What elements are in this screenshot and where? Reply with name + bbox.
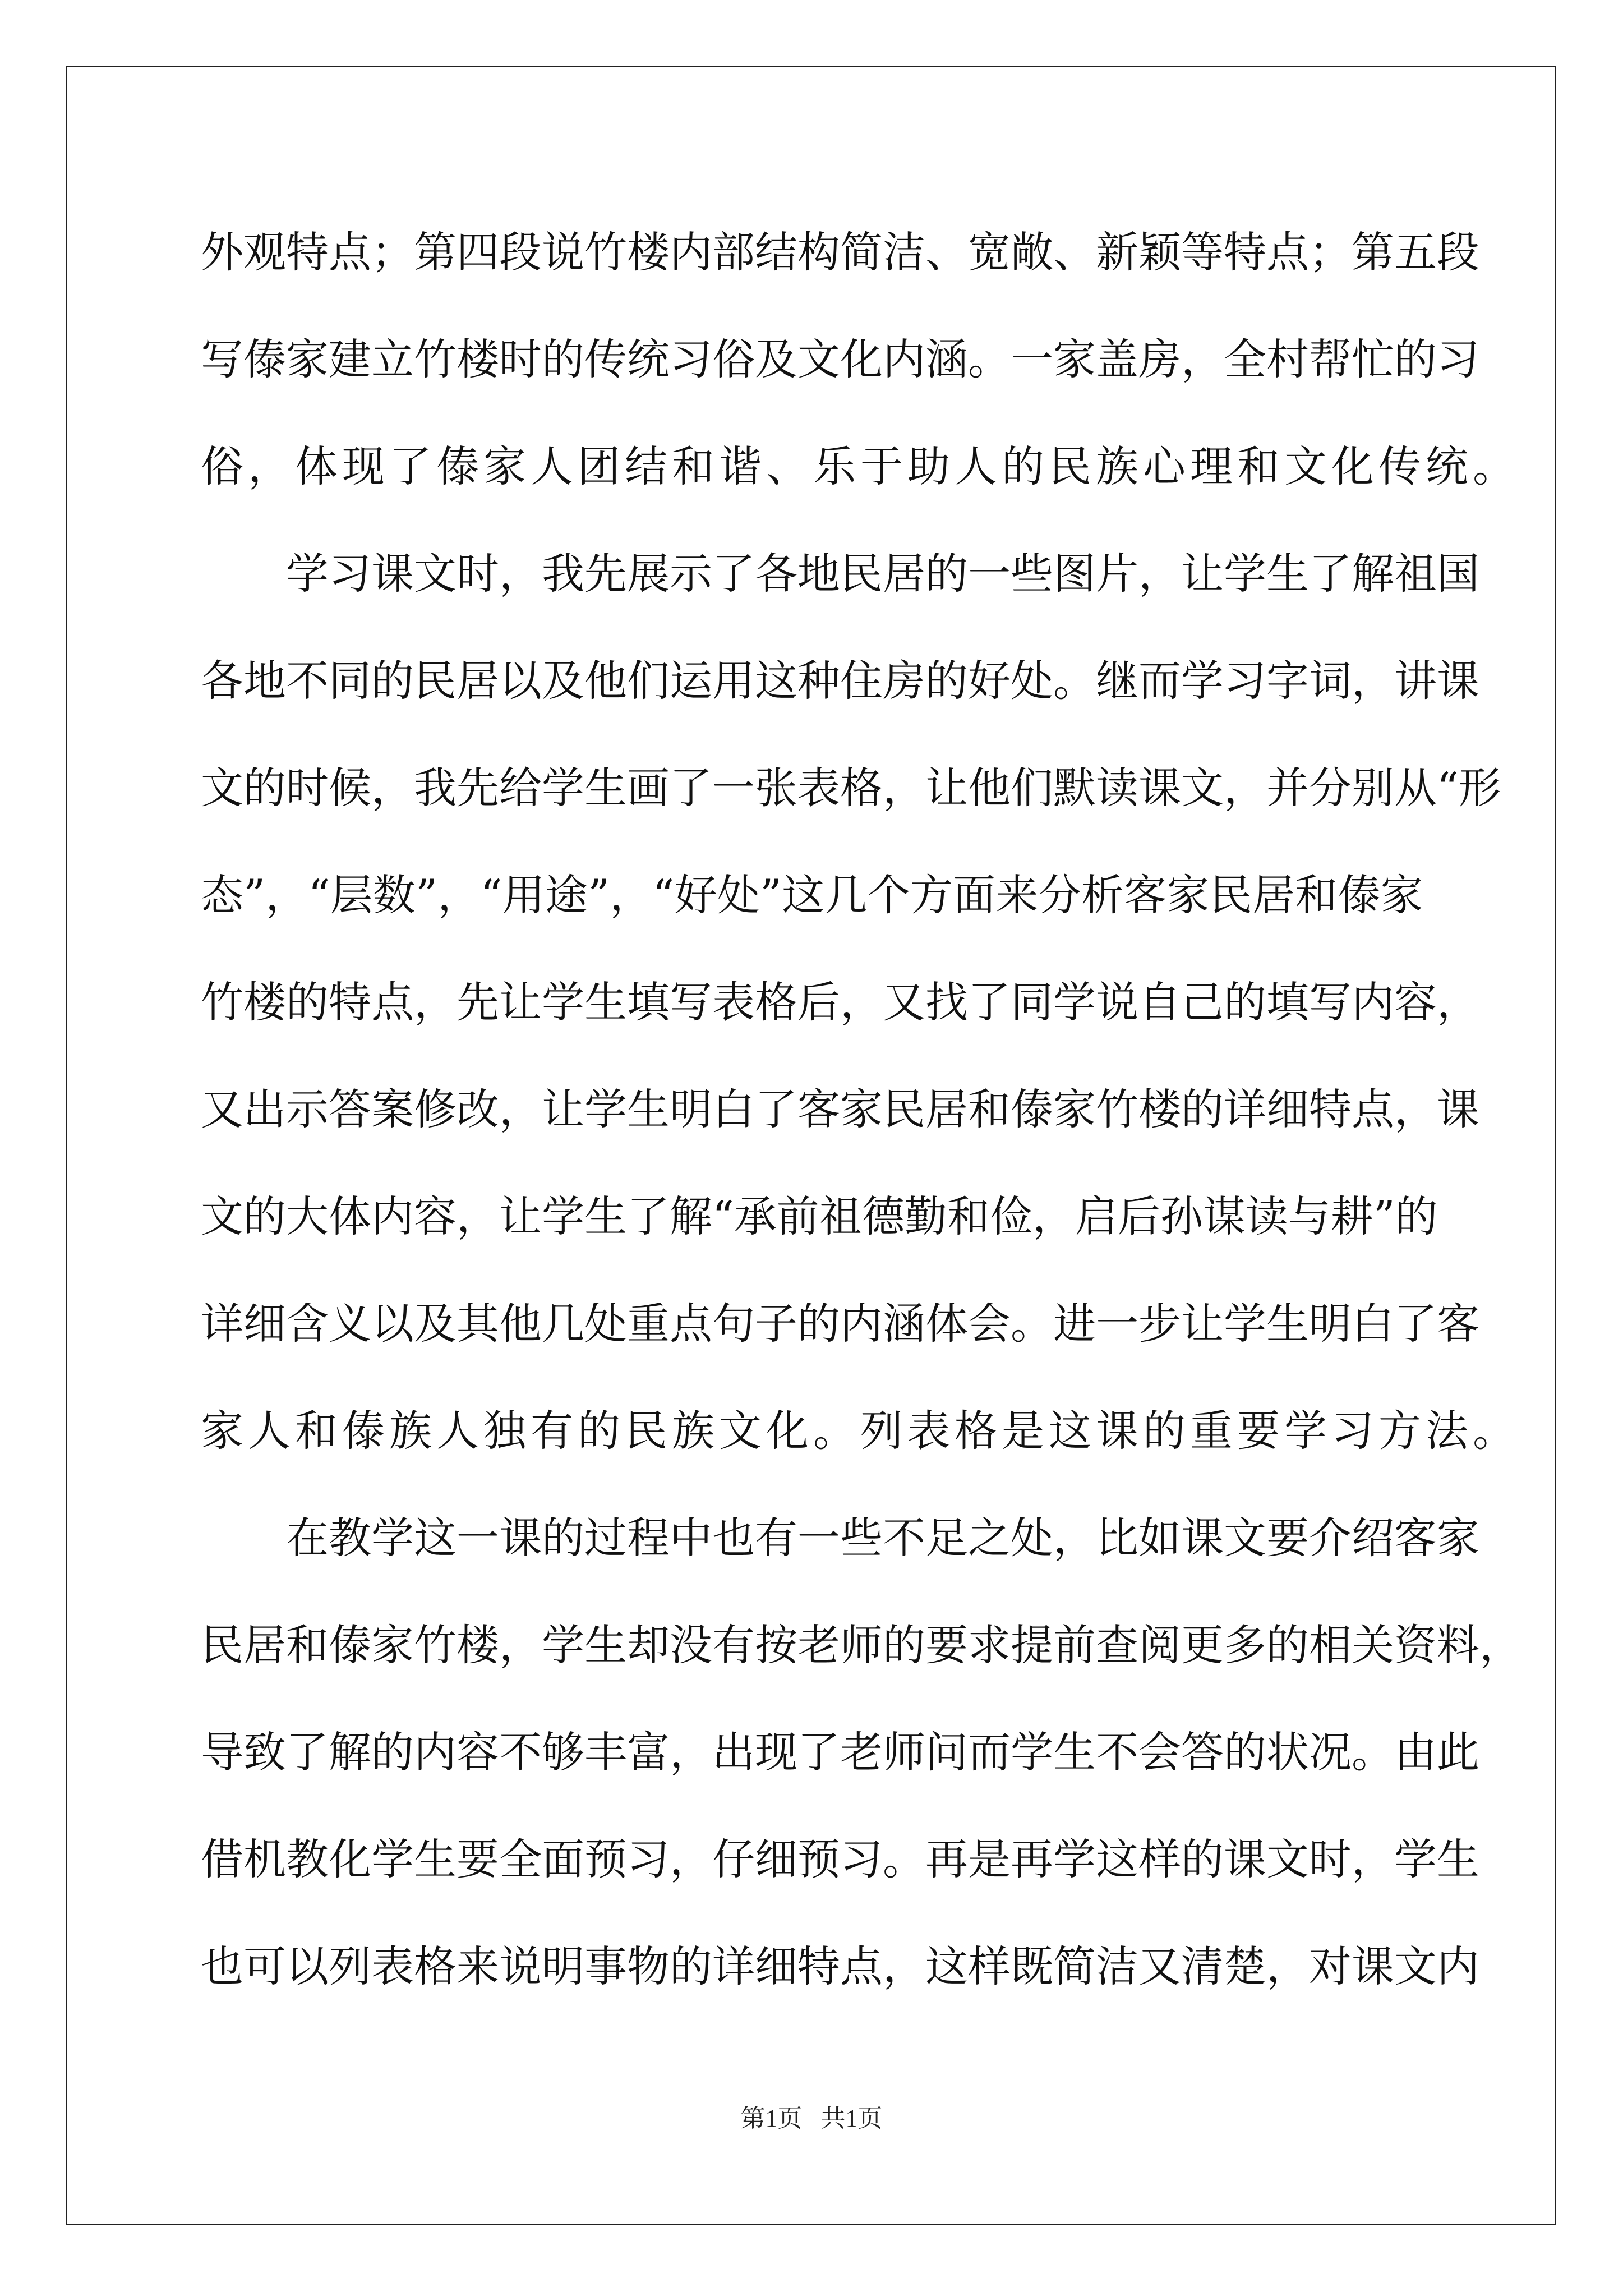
page-number-footer: 第1页 共1页 [740, 2105, 883, 2132]
paragraph-line: 俗 ， 体 现 了 傣 家 人 团 结 和 谐 、 乐 于 助 人 的 民 族 心 理 和 文 化 传 统 。 [201, 441, 1520, 491]
document-body [201, 222, 1522, 2043]
paragraph-line: 家 人 和 傣 族 人 独 有 的 民 族 文 化 。 列 表 格 是 这 课 的 重 要 学 习 方 法 。 [201, 1406, 1520, 1456]
paragraph-line: 态 ” ， “ 层 数 ” ， “ 用 途 ” ， “ 好 处 ” 这 几 个 方 面 来 分 析 客 家 民 居 和 傣 家 [201, 870, 1423, 920]
paragraph-line: 又 出 示 答 案 修 改 ， 让 学 生 明 白 了 客 家 民 居 和 傣 家 竹 楼 的 详 细 特 点 ， 课 [201, 1084, 1479, 1134]
paragraph-line: 学 习 课 文 时 ， 我 先 展 示 了 各 地 民 居 的 一 些 图 片 ， 让 学 生 了 解 祖 国 [286, 549, 1479, 599]
paragraph-line: 借 机 教 化 学 生 要 全 面 预 习 ， 仔 细 预 习 。 再 是 再 学 这 样 的 课 文 时 ， 学 生 [201, 1834, 1479, 1884]
paragraph-line: 竹 楼 的 特 点 ， 先 让 学 生 填 写 表 格 后 ， 又 找 了 同 学 说 自 己 的 填 写 内 容 ， [201, 977, 1479, 1027]
paragraph-line: 写 傣 家 建 立 竹 楼 时 的 传 统 习 俗 及 文 化 内 涵 。 一 家 盖 房 ， 全 村 帮 忙 的 习 [201, 334, 1479, 384]
paragraph-line: 民 居 和 傣 家 竹 楼 ， 学 生 却 没 有 按 老 师 的 要 求 提 前 查 阅 更 多 的 相 关 资 料 ， [201, 1620, 1522, 1670]
paragraph-line: 各 地 不 同 的 民 居 以 及 他 们 运 用 这 种 住 房 的 好 处 。 继 而 学 习 字 词 ， 讲 课 [201, 656, 1479, 706]
paragraph-line: 文 的 大 体 内 容 ， 让 学 生 了 解 “ 承 前 祖 德 勤 和 俭 ， 启 后 孙 谋 读 与 耕 ” 的 [201, 1191, 1438, 1241]
paragraph-line: 文 的 时 候 ， 我 先 给 学 生 画 了 一 张 表 格 ， 让 他 们 默 读 课 文 ， 并 分 别 从 “ 形 [201, 763, 1501, 813]
paragraph-line: 外 观 特 点 ； 第 四 段 说 竹 楼 内 部 结 构 简 洁 、 宽 敞 、 新 颖 等 特 点 ； 第 五 段 [201, 227, 1479, 277]
paragraph-line: 导 致 了 解 的 内 容 不 够 丰 富 ， 出 现 了 老 师 问 而 学 生 不 会 答 的 状 况 。 由 此 [201, 1727, 1479, 1777]
paragraph-line: 详 细 含 义 以 及 其 他 几 处 重 点 句 子 的 内 涵 体 会 。 进 一 步 让 学 生 明 白 了 客 [201, 1299, 1479, 1349]
paragraph-line: 在 教 学 这 一 课 的 过 程 中 也 有 一 些 不 足 之 处 ， 比 如 课 文 要 介 绍 客 家 [286, 1513, 1479, 1563]
paragraph-line: 也 可 以 列 表 格 来 说 明 事 物 的 详 细 特 点 ， 这 样 既 简 洁 又 清 楚 ， 对 课 文 内 [201, 1941, 1479, 1991]
